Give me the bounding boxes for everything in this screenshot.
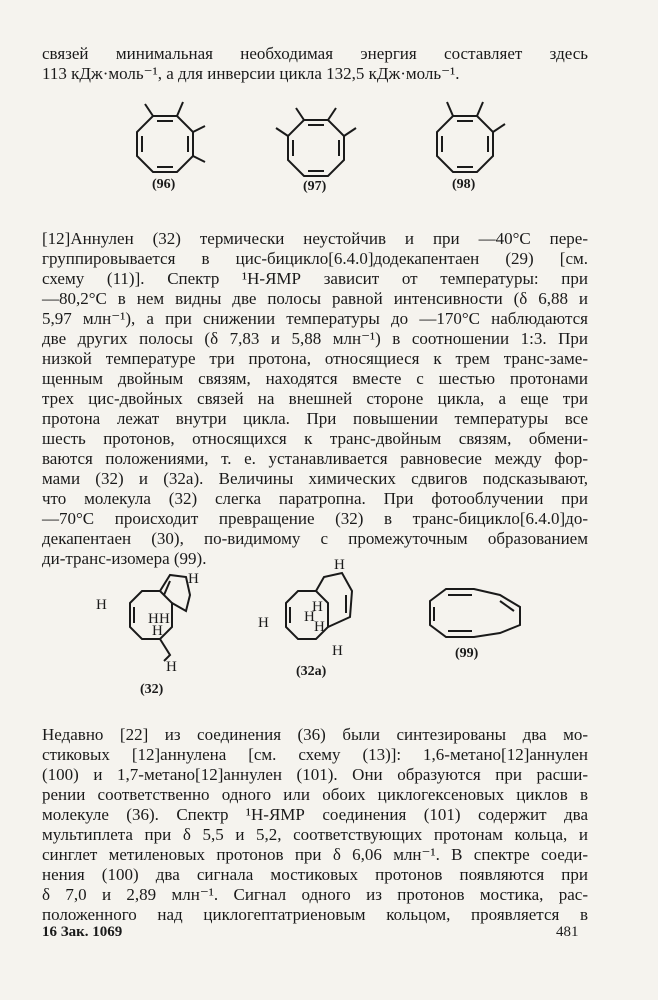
text-line: шесть протонов, относящихся к транс-двойным связям, обмени- [42,429,588,448]
text-line: 113 кДж·моль⁻¹, а для инверсии цикла 132,5 кДж·моль⁻¹. [42,64,460,83]
h-atom: H [332,643,343,659]
footer-signature: 16 Зак. 1069 [42,924,123,940]
text-line: связей минимальная необходимая энергия составляет здесь [42,44,588,63]
label-97: (97) [303,179,327,194]
text-line: молекуле (36). Спектр ¹Н-ЯМР соединения (101) содержит два [42,805,588,824]
text-line: положенного над циклогептатриеновым кольцом, проявляется в [42,905,588,924]
h-atom: H [258,615,269,631]
label-96: (96) [152,177,176,192]
h-atom: H [188,571,199,587]
text-line: что молекула (32) слегка паратропна. При фотооблучении при [42,489,588,508]
structure-96 [137,102,205,172]
h-atom: H [304,609,315,625]
text-line: δ 7,0 и 2,89 млн⁻¹. Сигнал одного из протонов мостика, рас- [42,885,588,904]
page-number: 481 [556,924,579,940]
label-98: (98) [452,177,476,192]
text-line: ди-транс-изомера (99). [42,549,207,568]
label-32a: (32a) [296,664,327,679]
text-line: две других полосы (δ 7,83 и 5,88 млн⁻¹) в соотношении 1:3. При [42,329,588,348]
text-line: (100) и 1,7-метано[12]аннулен (101). Они образуются при расши- [42,765,588,784]
text-line: 5,97 млн⁻¹), а при снижении температуры до —170°С наблюдаются [42,309,588,328]
h-atom: H [96,597,107,613]
h-atom: H [334,557,345,573]
figure-cyclooctatetraenes [120,96,520,196]
label-99: (99) [455,646,479,661]
h-atom: H [148,611,159,627]
text-line: мами (32) и (32а). Величины химических сдвигов подсказывают, [42,469,588,488]
h-atom: H [166,659,177,675]
text-line: —70°С происходит превращение (32) в транс-бицикло[6.4.0]до- [42,509,588,528]
text-line: декапентаен (30), по-видимому с промежуточным образованием [42,529,588,548]
text-line: синглет метиленовых протонов при δ 6,06 млн⁻¹. В спектре соеди- [42,845,588,864]
label-32: (32) [140,682,164,697]
h-atom: H [159,611,170,627]
h-atom: H [312,599,323,615]
text-line: трех цис-двойных связей на внешней стороне цикла, а еще три [42,389,588,408]
text-line: нения (100) два сигнала мостиковых протонов появляются при [42,865,588,884]
text-line: [12]Аннулен (32) термически неустойчив и при —40°С пере- [42,229,588,248]
structure-99 [430,589,520,637]
text-line: низкой температуре три протона, относящиеся к трем транс-заме- [42,349,588,368]
text-line: —80,2°С в нем видны две полосы равной интенсивности (δ 6,88 и [42,289,588,308]
structure-98 [437,102,505,172]
text-line: щенным двойным связям, находятся вместе с шестью протонами [42,369,588,388]
h-atom: H [314,619,325,635]
text-line: рении соответственно одного или обоих циклогексеновых циклов в [42,785,588,804]
h-atom: H [152,623,163,639]
text-line: Недавно [22] из соединения (36) были синтезированы два мо- [42,725,588,744]
text-line: схему (11)]. Спектр ¹Н-ЯМР зависит от температуры: при [42,269,588,288]
text-line: группировывается в цис-бицикло[6.4.0]додекапентаен (29) [см. [42,249,588,268]
figure-annulenes [90,555,530,705]
text-line: стиковых [12]аннулена [см. схему (13)]: 1,6-метано[12]аннулен [42,745,588,764]
structure-32 [96,571,199,675]
structure-32a [258,557,352,659]
structure-97 [276,108,356,176]
text-line: протона лежат внутри цикла. При повышении температуры все [42,409,588,428]
text-line: ваются положениями, т. е. устанавливается равновесие между фор- [42,449,588,468]
text-line: мультиплета при δ 5,5 и 5,2, соответствующих протонам кольца, и [42,825,588,844]
